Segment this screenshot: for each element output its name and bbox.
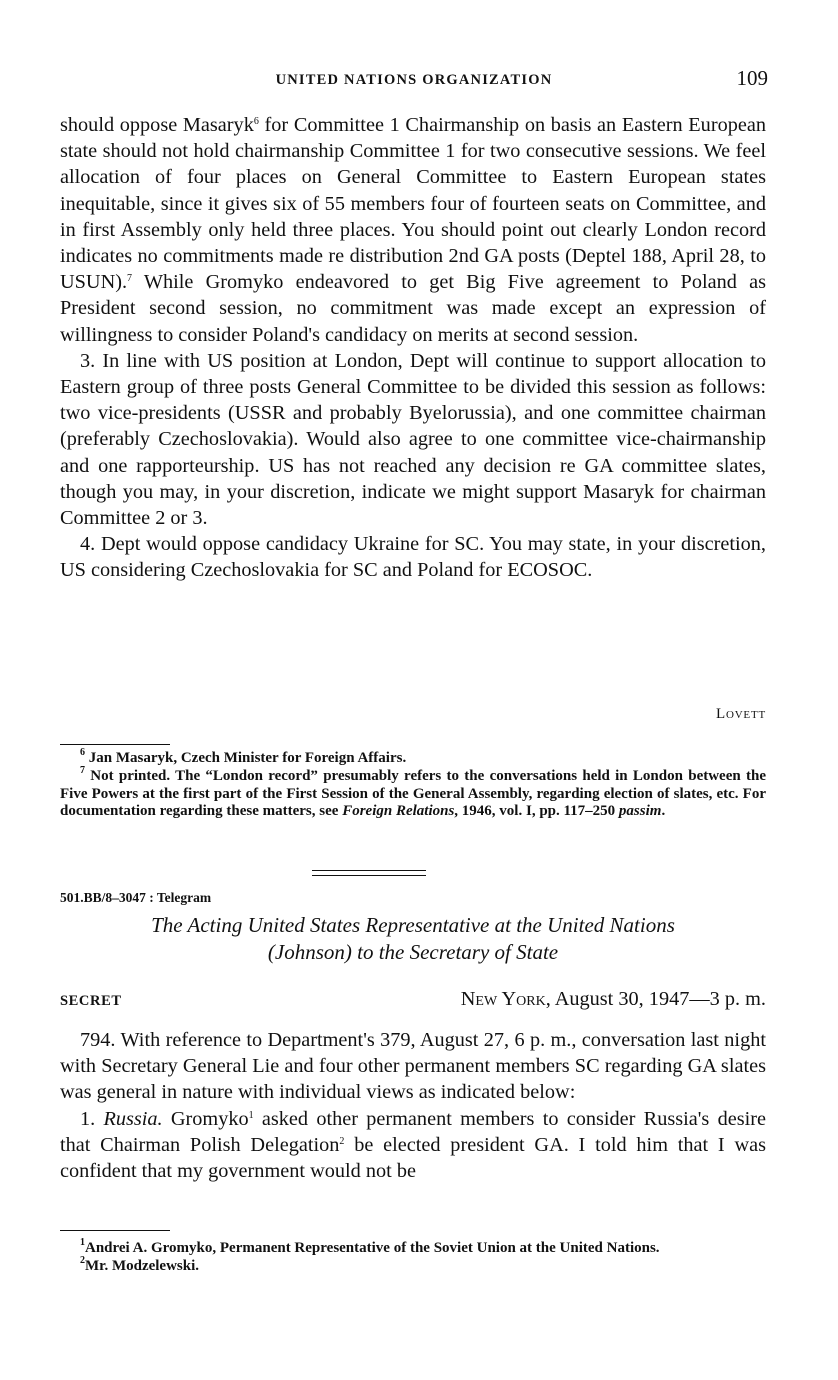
footnote-text: Mr. Modzelewski. — [85, 1257, 200, 1274]
footnote-text: . — [661, 803, 666, 820]
footnotes-block-1 — [60, 747, 766, 821]
text-run: should oppose Masaryk — [60, 114, 254, 136]
page-header — [60, 66, 768, 96]
title-line-1: The Acting United States Representative at the United Nations — [151, 913, 675, 937]
footnote-passim: passim — [618, 803, 662, 820]
signature-lovett — [60, 706, 766, 723]
footnote-rule — [60, 744, 170, 745]
footnote-2 — [60, 1254, 766, 1276]
footnotes-block-2 — [60, 1237, 766, 1276]
footnote-mark: 6 — [80, 747, 85, 758]
footnote-citation-title: Foreign Relations — [342, 803, 455, 820]
section-divider — [312, 870, 426, 876]
footnote-text: Not printed. The “London record” presumably refers to the conversations held in London between the Five Powers at the first part of the First Session of the General Assembly, regarding election of slates, etc. For documentation regarding these matters, see — [60, 767, 766, 820]
text-run: Gromyko — [162, 1107, 249, 1130]
footnote-text: Andrei A. Gromyko, Permanent Representative of the Soviet Union at the United Nations. — [85, 1240, 660, 1256]
text-run: While Gromyko endeavored to get Big Five agreement to Poland as President second session, no commitment was made except an expression of willingness to consider Poland's candidacy on merits at second session. — [60, 271, 766, 346]
paragraph-intro: 794. With reference to Department's 379, August 27, 6 p. m., conversation last night with Secretary General Lie and four other permanent members SC regarding GA slates was general in nature with individual views as indicated below: — [60, 1029, 766, 1104]
classification: SECRET — [60, 993, 122, 1009]
signature-name: Lovett — [715, 706, 766, 722]
paragraph-3: 3. In line with US position at London, Dept will continue to support allocation to Eastern group of three posts General Committee to be divided this session as follows: two vice-presidents (USSR and probably Byelorussia), and one committee chairman (preferably Czechoslovakia). Would also agree to one committee vice-chairmanship and one rapporteurship. US has not reached any decision re GA committee slates, though you may, in your discretion, indicate we might support Masaryk for chairman Committee 2 or 3. — [60, 349, 766, 530]
dateline — [60, 988, 766, 1018]
title-line-2: (Johnson) to the Secretary of State — [267, 940, 559, 964]
footnote-7 — [60, 764, 766, 821]
running-head: UNITED NATIONS ORGANIZATION — [275, 72, 553, 88]
paragraph-masaryk — [60, 112, 766, 348]
page-number: 109 — [736, 66, 768, 90]
document-title — [60, 912, 766, 966]
country-heading: Russia. — [103, 1107, 163, 1130]
footnote-ref-7[interactable]: 7 — [127, 273, 133, 285]
footnote-6 — [60, 747, 766, 768]
place-date — [461, 988, 766, 1011]
footnote-ref-6[interactable]: 6 — [253, 116, 259, 127]
file-number: 501.BB/8–3047 : Telegram — [60, 890, 212, 905]
date: , August 30, 1947—3 p. m. — [545, 988, 766, 1010]
footnote-text: , pp. 117–250 — [531, 803, 619, 820]
place: New York — [460, 988, 546, 1010]
title-rest: to the Secretary of State — [351, 940, 559, 964]
footnote-ref-2[interactable]: 2 — [339, 1135, 345, 1147]
footnote-text: , 1946, vol. — [454, 803, 526, 820]
footnote-ref-1[interactable]: 1 — [248, 1109, 254, 1121]
footnote-text: Jan Masaryk, Czech Minister for Foreign Affairs. — [85, 750, 407, 766]
footnote-rule-2 — [60, 1230, 170, 1231]
text-run: for Committee 1 Chairmanship on basis an Eastern European state should not hold chairmanship Committee 1 for two consecutive sessions. We feel allocation of four places on General Committee to Eastern European states inequitable, since it gives six of 55 members four of fourteen seats on Committee, and in first Assembly only held three places. You should point out clearly London record indicates no commitments made re distribution 2nd GA posts (Deptel 188, April 28, to USUN). — [60, 114, 767, 294]
text-run: be elected president GA. I told him that I was confident that my government would not be — [60, 1133, 766, 1183]
telegram-794-body — [60, 1027, 766, 1184]
footnote-mark: 1 — [80, 1237, 85, 1248]
title-name: Johnson — [274, 940, 345, 964]
text-run: asked other permanent members to consider Russia's desire that Chairman Polish Delegation — [60, 1107, 767, 1156]
footnote-1 — [60, 1237, 766, 1258]
footnote-mark: 7 — [80, 764, 85, 776]
text-run: 1. — [80, 1107, 104, 1130]
paragraph-4: 4. Dept would oppose candidacy Ukraine for SC. You may state, in your discretion, US considering Czechoslovakia for SC and Poland for ECOSOC. — [60, 533, 766, 582]
paragraph-russia — [60, 1106, 766, 1185]
footnote-volume: I — [525, 803, 532, 820]
telegram-body-continued — [60, 112, 766, 584]
footnote-mark: 2 — [80, 1254, 85, 1266]
